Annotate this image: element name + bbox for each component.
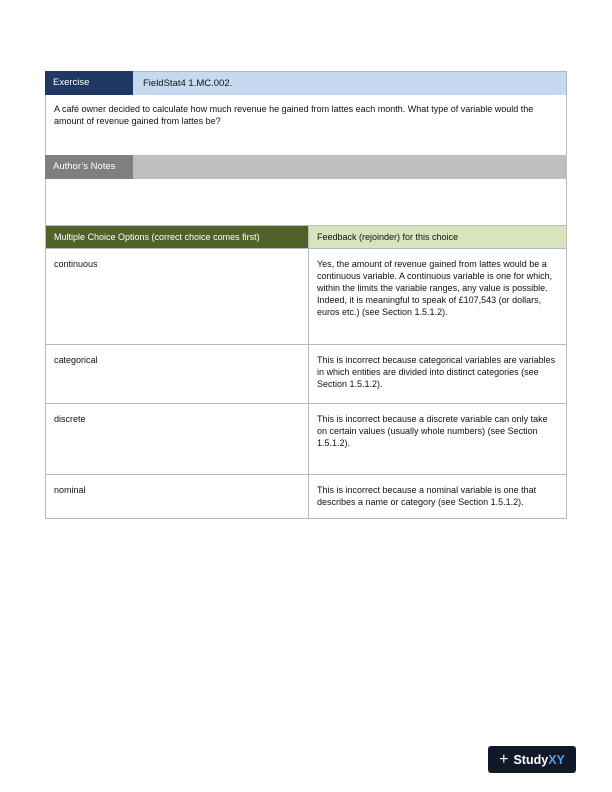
choices-header-row xyxy=(46,226,567,249)
feedback-cell: This is incorrect because categorical variables are variables in which entities are divided into distinct categories (see Section 1.5.1.2). xyxy=(309,345,567,404)
option-cell: discrete xyxy=(46,404,309,475)
notes-header-fill xyxy=(133,155,567,179)
option-cell: continuous xyxy=(46,249,309,345)
table-row xyxy=(46,475,567,519)
exercise-header xyxy=(45,71,567,95)
exercise-label: Exercise xyxy=(45,71,133,95)
option-cell: nominal xyxy=(46,475,309,519)
choices-table xyxy=(45,225,567,519)
exercise-id: FieldStat4 1.MC.002. xyxy=(133,71,567,95)
feedback-cell: This is incorrect because a discrete variable can only take on certain values (usually whole numbers) (see Section 1.5.1.2). xyxy=(309,404,567,475)
exercise-sheet xyxy=(45,71,567,519)
option-cell: categorical xyxy=(46,345,309,404)
feedback-column-header: Feedback (rejoinder) for this choice xyxy=(309,226,567,249)
feedback-cell: This is incorrect because a nominal variable is one that describes a name or category (see Section 1.5.1.2). xyxy=(309,475,567,519)
options-column-header: Multiple Choice Options (correct choice comes first) xyxy=(46,226,309,249)
notes-label: Author’s Notes xyxy=(45,155,133,179)
notes-body xyxy=(45,179,567,225)
table-row xyxy=(46,404,567,475)
notes-header xyxy=(45,155,567,179)
question-text: A café owner decided to calculate how much revenue he gained from lattes each month. What type of variable would the amount of revenue gained from lattes be? xyxy=(45,95,567,155)
logo-study-text: Study xyxy=(513,752,549,767)
studyxy-logo xyxy=(488,746,576,773)
logo-xy-text: XY xyxy=(548,752,565,767)
table-row xyxy=(46,249,567,345)
plus-icon: + xyxy=(499,750,509,768)
feedback-cell: Yes, the amount of revenue gained from lattes would be a continuous variable. A continuous variable is one for which, within the limits the variable ranges, any value is possible. Indeed, it is meaningful to speak of £107,543 (or dollars, euros etc.) (see Section 1.5.1.2). xyxy=(309,249,567,345)
table-row xyxy=(46,345,567,404)
